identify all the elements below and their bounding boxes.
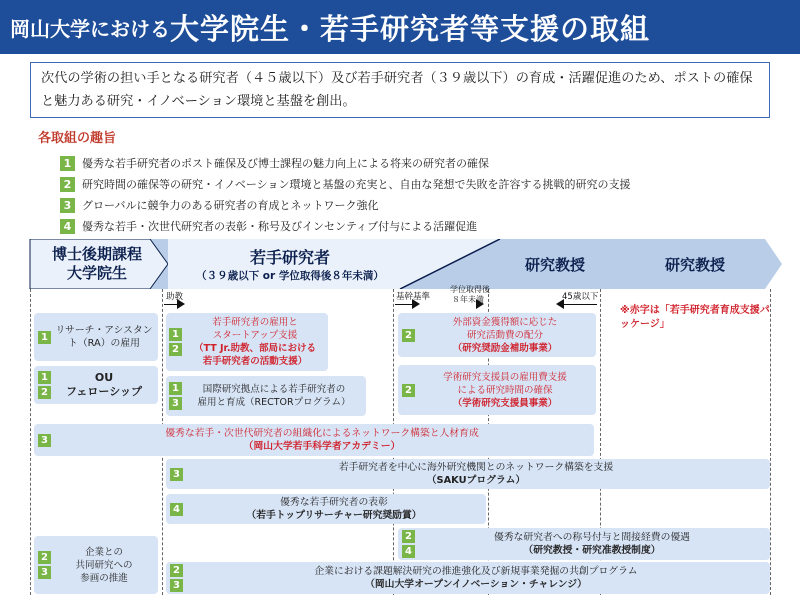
intro-box: 次代の学術の担い手となる研究者（４５歳以下）及び若手研究者（３９歳以下）の育成・活躍促進のため、ポストの確保と魅力ある研究・イノベーション環境と基盤を創出。 (30, 62, 770, 118)
caption-degree: 学位取得後 (450, 285, 490, 294)
program-number: 4 (402, 545, 415, 558)
program-line: （岡山大学オープンイノベーション・チャレンジ） (365, 579, 587, 590)
program-research-funds (398, 313, 596, 357)
program-number: 3 (38, 434, 51, 447)
aim-item-2 (60, 175, 630, 193)
program-line: 優秀な若手・次世代研究者の組織化によるネットワーク構築と人材育成 (165, 428, 479, 439)
program-line: （若手トップリサーチャー研究奨励賞） (246, 510, 422, 521)
aim-item-4 (60, 217, 477, 235)
guide-line (770, 289, 771, 595)
program-line: 国際研究拠点による若手研究者の (202, 384, 346, 395)
program-text: リサーチ・アシスタント（RA）の雇用 (55, 325, 153, 349)
aim-number: 1 (60, 156, 75, 171)
caption-years8: ８年未満 (452, 295, 484, 304)
program-number: 2 (170, 564, 183, 577)
program-number: 2 (402, 384, 415, 397)
program-line: スタートアップ支援 (212, 330, 298, 341)
program-number: 2 (38, 386, 51, 399)
title-part2: 大学院生・若手研究者等支援の取組 (170, 11, 651, 46)
program-number: 4 (170, 503, 183, 516)
program-line: 外部資金獲得額に応じた (452, 316, 558, 328)
arrow-line (395, 304, 413, 305)
program-line: 若手研究者を中心に海外研究機関とのネットワーク構築を支援 (338, 462, 614, 473)
program-number: 2 (38, 551, 51, 564)
arrow-right-icon (476, 299, 484, 309)
arrow-right-icon (412, 299, 420, 309)
stage-doctoral-line2: 大学院生 (66, 264, 127, 282)
aim-text: 研究時間の確保等の研究・イノベーション環境と基盤の充実と、自由な発想で失敗を許容する挑戦的研究の支援 (82, 178, 631, 191)
guide-line (30, 289, 31, 595)
program-number: 3 (38, 566, 51, 579)
program-number: 2 (169, 343, 182, 356)
program-line: 若手研究者の活動支援） (202, 356, 308, 367)
aim-text: 優秀な若手・次世代研究者の表彰・称号及びインセンティブ付与による活躍促進 (82, 220, 478, 233)
program-line: 共同研究への (75, 559, 133, 571)
program-line: （SAKUプログラム） (426, 475, 526, 486)
aim-number: 4 (60, 219, 75, 234)
program-line: （研究奨励金補助事業） (452, 342, 558, 354)
aim-text: グローバルに競争力のある研究者の育成とネットワーク強化 (82, 199, 379, 212)
program-number: 1 (38, 331, 51, 344)
program-rector (166, 376, 366, 416)
program-line: 企業における課題解決研究の推進強化及び新規事業発掘の共創プログラム (314, 566, 638, 577)
program-research-staff (398, 365, 596, 415)
aim-text: 優秀な若手研究者のポスト確保及び博士課程の魅力向上による将来の研究者の確保 (82, 157, 489, 170)
arrow-right-icon (177, 299, 185, 309)
aim-number: 2 (60, 177, 75, 192)
stage-young (170, 239, 410, 289)
program-academy (34, 424, 594, 456)
program-line: （学術研究支援員事業） (452, 397, 558, 409)
program-line: （研究教授・研究准教授制度） (523, 545, 661, 556)
arrow-line (563, 304, 597, 305)
section-heading: 各取組の趣旨 (38, 131, 117, 146)
program-line: 雇用と育成（RECTORプログラム） (197, 397, 351, 408)
program-ou-fellowship (34, 366, 158, 404)
stage-young-line2: （３９歳以下 or 学位取得後８年未満） (196, 270, 384, 282)
program-company-collab (34, 536, 158, 594)
stage-young-line1: 若手研究者 (249, 248, 330, 267)
program-ra (34, 313, 158, 361)
stage-prof-1: 研究教授 (524, 255, 585, 274)
program-number: 2 (402, 329, 415, 342)
program-number: 1 (38, 371, 51, 384)
stage-doctoral (32, 239, 162, 289)
program-award (166, 494, 486, 524)
program-line: 企業との (84, 546, 123, 558)
caption-standard: 基幹基準 (396, 292, 431, 302)
program-line: （TT Jr.助教、部局における (194, 343, 316, 354)
aim-number: 3 (60, 198, 75, 213)
program-open-innovation (166, 562, 770, 594)
legend-note: ※赤字は「若手研究者育成支援パッケージ」 (620, 305, 770, 330)
caption-age45: 45歳以下 (562, 292, 599, 302)
program-line: 研究活動費の配分 (466, 329, 543, 341)
program-number: 3 (170, 468, 183, 481)
program-line: による研究時間の確保 (457, 384, 553, 396)
program-number: 3 (170, 579, 183, 592)
program-line: 参画の推進 (80, 572, 128, 584)
stage-doctoral-line1: 博士後期課程 (51, 245, 142, 263)
program-line: 優秀な若手研究者の表彰 (280, 497, 388, 508)
program-line: 若手研究者の雇用と (212, 317, 298, 328)
program-line: フェローシップ (65, 385, 142, 398)
program-line: 優秀な研究者への称号付与と間接経費の優遇 (494, 532, 690, 543)
program-line: （岡山大学若手科学者アカデミー） (243, 441, 401, 452)
aim-item-3 (60, 196, 378, 214)
aim-item-1 (60, 154, 489, 172)
program-line: OU (94, 371, 114, 384)
program-number: 1 (169, 382, 182, 395)
program-startup (166, 313, 328, 371)
program-number: 3 (169, 397, 182, 410)
program-saku (166, 459, 770, 489)
caption-assistant: 助教 (166, 292, 184, 302)
program-research-professor (398, 528, 770, 560)
title-bar (0, 0, 800, 54)
program-number: 1 (169, 328, 182, 341)
program-number: 2 (402, 530, 415, 543)
program-line: 学術研究支援員の雇用費支援 (443, 371, 567, 383)
arrow-line (164, 304, 178, 305)
title-part1: 岡山大学における (10, 16, 170, 41)
stage-prof-2: 研究教授 (664, 255, 725, 274)
